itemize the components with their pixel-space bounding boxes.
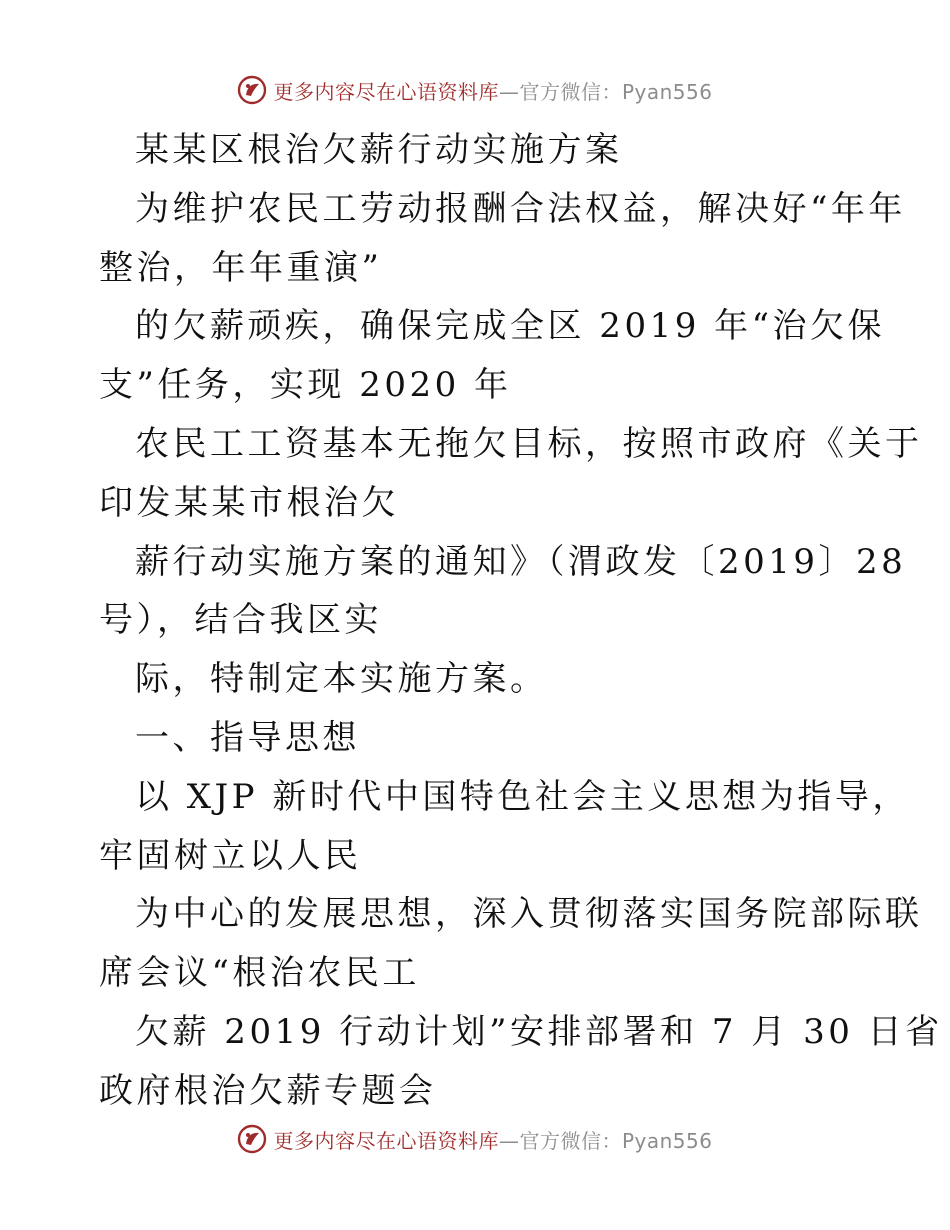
shell-logo-icon: [237, 1124, 267, 1154]
watermark-separator: —: [498, 79, 520, 104]
watermark-main-text: 更多内容尽在心语资料库: [273, 1128, 499, 1153]
paragraph-line: 印发某某市根治欠: [99, 482, 399, 523]
paragraph-line: 整治，年年重演”: [99, 247, 383, 288]
paragraph-line: 牢固树立以人民: [99, 835, 362, 876]
paragraph-line: 的欠薪顽疾，确保完成全区 2019 年“治欠保: [135, 306, 886, 347]
watermark-text: [273, 1125, 712, 1154]
document-title-line: 某某区根治欠薪行动实施方案: [135, 130, 623, 170]
watermark-text: [273, 76, 712, 105]
watermark-main-text: 更多内容尽在心语资料库: [273, 79, 499, 104]
paragraph-line: 为中心的发展思想，深入贯彻落实国务院部际联: [135, 894, 923, 935]
footer-watermark: [0, 1121, 950, 1157]
paragraph-line: 欠薪 2019 行动计划”安排部署和 7 月 30 日省: [135, 1011, 943, 1052]
shell-logo-icon: [237, 75, 267, 105]
watermark-separator: —: [498, 1128, 520, 1153]
paragraph-line: 一、指导思想: [135, 717, 360, 758]
paragraph-line: 为维护农民工劳动报酬合法权益，解决好“年年: [135, 188, 906, 229]
paragraph-line: 际，特制定本实施方案。: [135, 659, 548, 700]
watermark-wechat-text: 官方微信：Pyan556: [519, 79, 713, 104]
paragraph-line: 号），结合我区实: [99, 600, 382, 641]
paragraph-line: 农民工工资基本无拖欠目标，按照市政府《关于: [135, 423, 923, 464]
paragraph-line: 以 XJP 新时代中国特色社会主义思想为指导，: [135, 776, 910, 817]
watermark-wechat-text: 官方微信：Pyan556: [519, 1128, 713, 1153]
paragraph-line: 支”任务，实现 2020 年: [99, 365, 512, 406]
paragraph-line: 席会议“根治农民工: [99, 953, 420, 994]
document-body: [99, 121, 943, 1121]
header-watermark: [0, 72, 950, 108]
paragraph-line: 薪行动实施方案的通知》（渭政发〔2019〕28: [135, 541, 907, 582]
paragraph-line: 政府根治欠薪专题会: [99, 1070, 437, 1111]
